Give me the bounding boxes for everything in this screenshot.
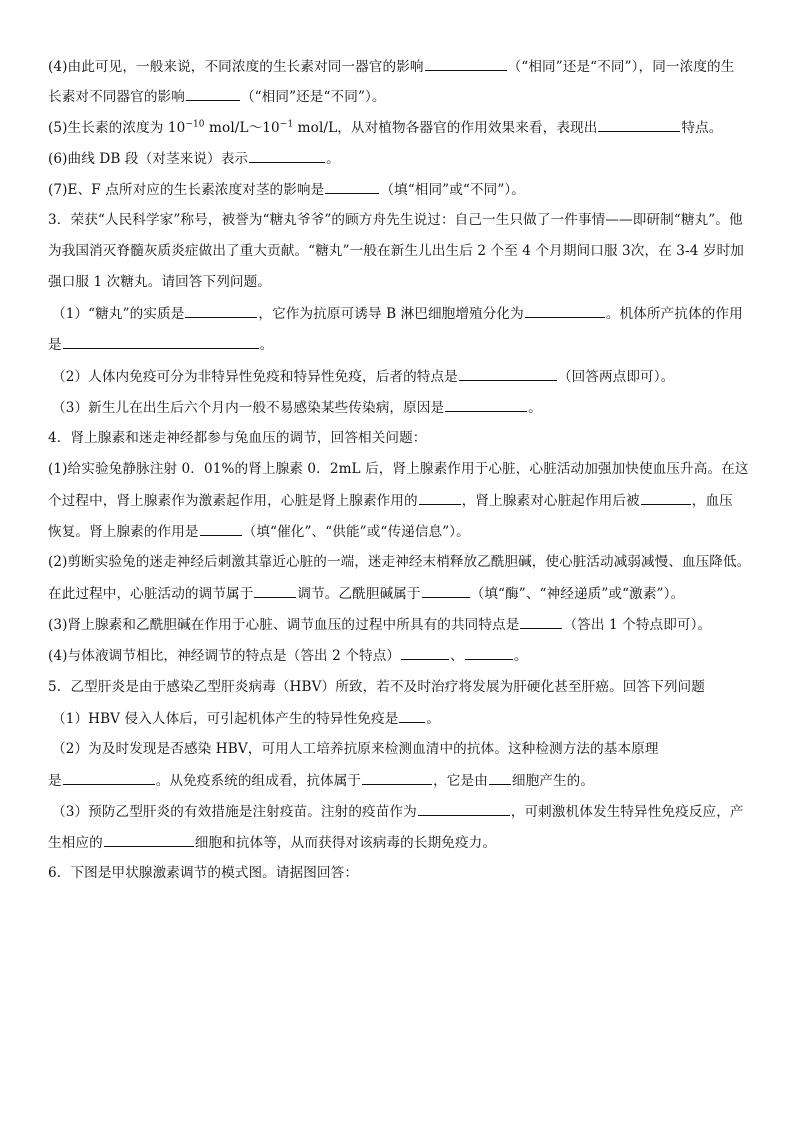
answer-blank [641,491,691,505]
q4-text: 在此过程中，心脏活动的调节属于 [48,586,254,602]
q3-text: （回答两点即可）。 [557,369,675,385]
q2-text: (6)曲线 DB 段（对茎来说）表示 [48,151,249,167]
exponent: −10 [185,119,205,130]
q3-intro-line-2: 为我国消灭脊髓灰质炎症做出了重大贡献。“糖丸”一般在新生儿出生后 2 个至 4 个月期间口服 3次，在 3-4 岁时加 [48,243,745,259]
q5-text: 。 [426,711,441,727]
q5-sub-3 [52,802,744,821]
answer-blank [325,180,379,194]
q2-text: （填“相同”或“不同”）。 [380,182,525,198]
answer-blank [399,709,425,723]
q4-text: 。 [513,648,528,664]
q3-text: 。 [528,400,542,416]
answer-blank [104,833,194,847]
q4-text: ，血压 [691,493,733,509]
q4-sub-1-line-1: (1)给实验兔静脉注射 0．01%的肾上腺素 0．2mL 后，肾上腺素作用于心脏，心脏活动加强加快使血压升高。在这 [48,461,749,477]
q5-text: （1）HBV 侵入人体后，可引起机体产生的特异性免疫是 [52,711,399,727]
exponent: −1 [279,119,294,130]
q4-sub-1-line-3 [48,522,470,541]
q4-text: 恢复。肾上腺素的作用是 [48,524,199,540]
q5-sub-3-cont [48,833,496,852]
q3-intro-line-3: 强口服 1 次糖丸。请回答下列问题。 [48,274,271,290]
answer-blank [520,615,562,629]
q4-text: 、 [450,648,464,664]
q2-text: （“相同”还是“不同”）。 [240,89,386,105]
q2-text: 长素对不同器官的影响 [48,89,185,105]
answer-blank [445,398,527,412]
q3-text: 。机体所产抗体的作用 [605,306,743,322]
answer-blank [401,646,449,660]
q4-text: 个过程中，肾上腺素作为激素起作用，心脏是肾上腺素作用的 [48,493,418,509]
q5-text: 细胞产生的。 [511,773,595,789]
q5-sub-2-cont [48,771,594,790]
q3-text: 是 [48,337,62,353]
q2-text: 特点。 [681,120,723,136]
q2-line-4b [48,87,386,106]
q4-intro: 4．肾上腺素和迷走神经都参与兔血压的调节，回答相关问题： [48,430,427,446]
q2-line-5 [48,118,723,137]
q4-text: (3)肾上腺素和乙酰胆碱在作用于心脏、调节血压的过程中所具有的共同特点是 [48,617,520,633]
q5-text: 。从免疫系统的组成看，抗体属于 [155,773,362,789]
q4-text: （填“催化”、“供能”或“传递信息”）。 [242,524,470,540]
q6-intro: 6．下图是甲状腺激素调节的模式图。请据图回答： [48,865,359,881]
q3-text: （2）人体内免疫可分为非特异性免疫和特异性免疫，后者的特点是 [52,369,458,385]
q2-text: (7)E、F 点所对应的生长素浓度对茎的影响是 [48,182,325,198]
q3-intro-line-1: 3．荣获“人民科学家”称号，被誉为“糖丸爷爷”的顾方舟先生说过：自己一生只做了一件事情——即研制“糖丸”。他 [48,212,743,228]
q2-text: mol/L，从对植物各器官的作用效果来看，表现出 [293,120,598,136]
q2-line-7 [48,180,525,199]
answer-blank [459,367,557,381]
q3-text: （1）“糖丸”的实质是 [52,306,185,322]
q3-text: （3）新生儿在出生后六个月内一般不易感染某些传染病，原因是 [52,400,445,416]
q4-text: ，肾上腺素对心脏起作用后被 [461,493,640,509]
q5-text: 是 [48,773,62,789]
answer-blank [185,304,257,318]
answer-blank [525,304,605,318]
q3-text: ，它作为抗原可诱导 B 淋巴细胞增殖分化为 [258,306,524,322]
q5-text: 细胞和抗体等，从而获得对该病毒的长期免疫力。 [194,835,497,851]
q4-sub-2-line-2 [48,584,684,603]
answer-blank [63,771,155,785]
answer-blank [598,118,680,132]
q2-text: (4)由此可见，一般来说，不同浓度的生长素对同一器官的影响 [48,59,424,75]
answer-blank [465,646,513,660]
q2-text: 。 [326,151,340,167]
q4-text: 调节。乙酰胆碱属于 [297,586,421,602]
q5-text: 生相应的 [48,835,103,851]
q5-intro: 5．乙型肝炎是由于感染乙型肝炎病毒（HBV）所致，若不及时治疗将发展为肝硬化甚至肝癌。回答下列问题 [48,679,705,695]
q3-sub-1 [52,304,743,323]
q2-text: mol/L～10 [204,120,280,136]
q5-sub-1 [52,709,440,728]
q4-text: （填“酶”、“神经递质”或“激素”）。 [470,586,685,602]
q4-sub-1-line-2 [48,491,733,510]
answer-blank [425,57,507,71]
answer-blank [249,149,325,163]
q3-sub-2 [52,367,674,386]
q5-sub-2: （2）为及时发现是否感染 HBV，可用人工培养抗原来检测血清中的抗体。这种检测方法的基本原理 [52,741,659,757]
q4-sub-2-line-1: (2)剪断实验兔的迷走神经后刺激其靠近心脏的一端，迷走神经末梢释放乙酰胆碱，使心脏活动减弱减慢、血压降低。 [48,554,751,570]
answer-blank [422,584,470,598]
answer-blank [200,522,242,536]
answer-blank [63,335,259,349]
answer-blank [418,802,510,816]
q4-sub-4 [48,646,528,665]
q5-text: （3）预防乙型肝炎的有效措施是注射疫苗。注射的疫苗作为 [52,804,417,820]
q2-text: (5)生长素的浓度为 10 [48,120,186,136]
q3-sub-3 [52,398,542,417]
q4-text: （答出 1 个特点即可）。 [563,617,712,633]
answer-blank [362,771,432,785]
answer-blank [254,584,296,598]
q4-text: (4)与体液调节相比，神经调节的特点是（答出 2 个特点） [48,648,401,664]
answer-blank [489,771,511,785]
q5-text: ，它是由 [433,773,488,789]
answer-blank [419,491,461,505]
q3-text: 。 [259,337,274,353]
q5-text: ，可刺激机体发生特异性免疫反应，产 [510,804,744,820]
q3-sub-1-cont [48,335,273,354]
q2-text: （“相同”还是“不同”），同一浓度的生 [507,59,735,75]
answer-blank [186,87,240,101]
q2-line-6 [48,149,340,168]
q2-line-4a [48,57,734,76]
q4-sub-3 [48,615,711,634]
